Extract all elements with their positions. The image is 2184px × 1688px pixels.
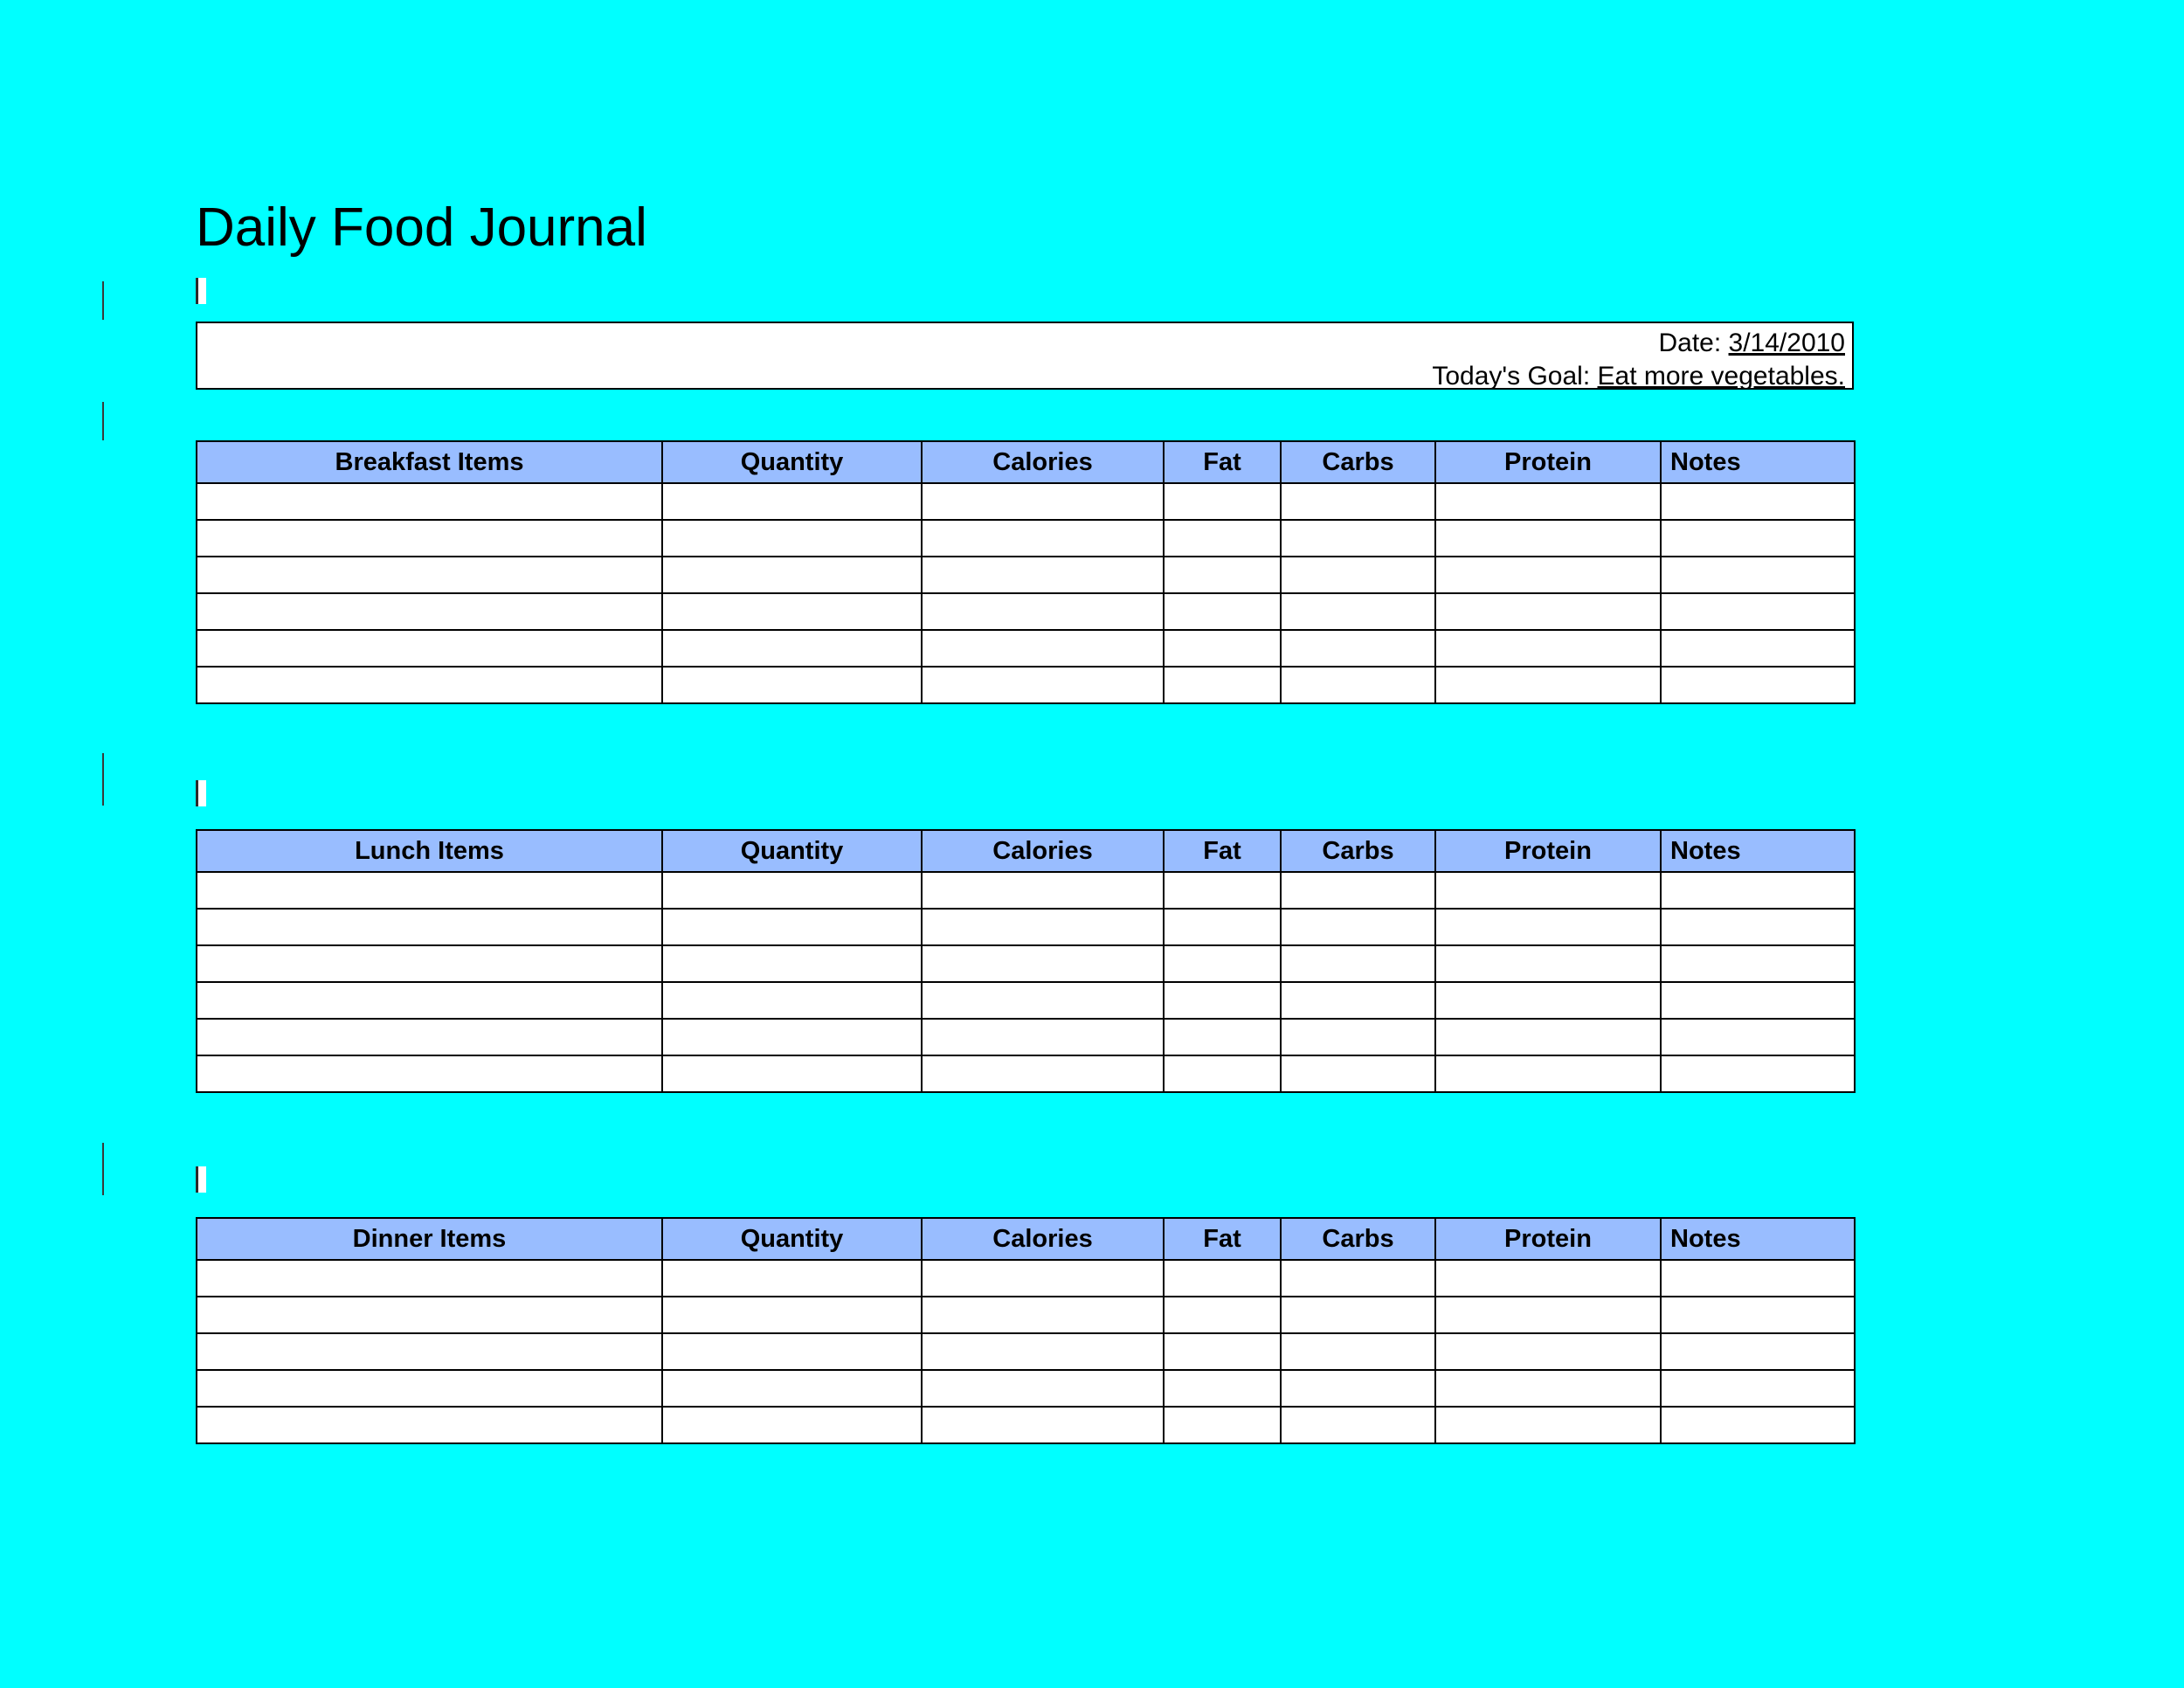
cell-notes[interactable] xyxy=(1661,1260,1855,1297)
goal-line xyxy=(1432,362,1845,391)
cell-carbs[interactable] xyxy=(1281,1055,1435,1092)
column-header-protein: Protein xyxy=(1435,441,1661,483)
cell-fat[interactable] xyxy=(1164,1297,1281,1333)
cell-fat[interactable] xyxy=(1164,945,1281,982)
cell-notes[interactable] xyxy=(1661,630,1855,667)
cell-quantity[interactable] xyxy=(662,520,922,557)
cell-quantity[interactable] xyxy=(662,909,922,945)
cell-item[interactable] xyxy=(197,593,662,630)
cell-protein[interactable] xyxy=(1435,557,1661,593)
cell-notes[interactable] xyxy=(1661,1407,1855,1443)
cell-item[interactable] xyxy=(197,1407,662,1443)
column-header-quantity: Quantity xyxy=(662,830,922,872)
cell-quantity[interactable] xyxy=(662,593,922,630)
column-header-items: Breakfast Items xyxy=(197,441,662,483)
column-header-calories: Calories xyxy=(922,830,1164,872)
cell-carbs[interactable] xyxy=(1281,1407,1435,1443)
cell-carbs[interactable] xyxy=(1281,520,1435,557)
cell-fat[interactable] xyxy=(1164,630,1281,667)
caret-mark-dinner xyxy=(196,1166,206,1193)
cell-quantity[interactable] xyxy=(662,1297,922,1333)
cell-fat[interactable] xyxy=(1164,593,1281,630)
margin-tick-2 xyxy=(102,402,104,440)
breakfast-table xyxy=(196,440,1856,704)
cell-notes[interactable] xyxy=(1661,593,1855,630)
cell-notes[interactable] xyxy=(1661,483,1855,520)
cell-carbs[interactable] xyxy=(1281,909,1435,945)
cell-notes[interactable] xyxy=(1661,872,1855,909)
page-title: Daily Food Journal xyxy=(196,197,647,258)
cell-carbs[interactable] xyxy=(1281,1370,1435,1407)
cell-notes[interactable] xyxy=(1661,945,1855,982)
cell-notes[interactable] xyxy=(1661,909,1855,945)
cell-fat[interactable] xyxy=(1164,1370,1281,1407)
table-row xyxy=(197,593,1855,630)
cell-quantity[interactable] xyxy=(662,872,922,909)
cell-carbs[interactable] xyxy=(1281,630,1435,667)
column-header-items: Lunch Items xyxy=(197,830,662,872)
table-row xyxy=(197,1260,1855,1297)
column-header-items: Dinner Items xyxy=(197,1218,662,1260)
cell-fat[interactable] xyxy=(1164,557,1281,593)
cell-quantity[interactable] xyxy=(662,945,922,982)
column-header-protein: Protein xyxy=(1435,1218,1661,1260)
table-row xyxy=(197,1370,1855,1407)
cell-protein[interactable] xyxy=(1435,982,1661,1019)
cell-fat[interactable] xyxy=(1164,667,1281,703)
cell-calories[interactable] xyxy=(922,520,1164,557)
breakfast-table-body xyxy=(197,483,1855,703)
cell-quantity[interactable] xyxy=(662,1055,922,1092)
cell-protein[interactable] xyxy=(1435,483,1661,520)
cell-fat[interactable] xyxy=(1164,1055,1281,1092)
cell-item[interactable] xyxy=(197,909,662,945)
cell-carbs[interactable] xyxy=(1281,982,1435,1019)
cell-carbs[interactable] xyxy=(1281,945,1435,982)
cell-fat[interactable] xyxy=(1164,909,1281,945)
cell-calories[interactable] xyxy=(922,909,1164,945)
column-header-fat: Fat xyxy=(1164,441,1281,483)
column-header-fat: Fat xyxy=(1164,830,1281,872)
table-row xyxy=(197,1055,1855,1092)
cell-item[interactable] xyxy=(197,1260,662,1297)
table-header-row xyxy=(197,441,1855,483)
cell-notes[interactable] xyxy=(1661,1370,1855,1407)
table-row xyxy=(197,1407,1855,1443)
cell-calories[interactable] xyxy=(922,1055,1164,1092)
cell-carbs[interactable] xyxy=(1281,557,1435,593)
table-row xyxy=(197,520,1855,557)
cell-quantity[interactable] xyxy=(662,630,922,667)
lunch-table xyxy=(196,829,1856,1093)
cell-calories[interactable] xyxy=(922,593,1164,630)
goal-label: Today's Goal: xyxy=(1432,362,1591,391)
cell-calories[interactable] xyxy=(922,630,1164,667)
date-line xyxy=(1658,329,1845,358)
date-label: Date: xyxy=(1658,329,1722,357)
cell-fat[interactable] xyxy=(1164,872,1281,909)
table-row xyxy=(197,1019,1855,1055)
table-row xyxy=(197,557,1855,593)
date-value[interactable]: 3/14/2010 xyxy=(1728,329,1845,357)
cell-item[interactable] xyxy=(197,872,662,909)
cell-fat[interactable] xyxy=(1164,520,1281,557)
table-header-row xyxy=(197,830,1855,872)
cell-quantity[interactable] xyxy=(662,1333,922,1370)
table-row xyxy=(197,945,1855,982)
table-row xyxy=(197,1297,1855,1333)
cell-quantity[interactable] xyxy=(662,557,922,593)
cell-quantity[interactable] xyxy=(662,1407,922,1443)
cell-calories[interactable] xyxy=(922,982,1164,1019)
table-row xyxy=(197,872,1855,909)
caret-mark-header xyxy=(196,278,206,304)
cell-item[interactable] xyxy=(197,982,662,1019)
dinner-table-body xyxy=(197,1260,1855,1443)
column-header-calories: Calories xyxy=(922,441,1164,483)
cell-protein[interactable] xyxy=(1435,1407,1661,1443)
margin-tick-1 xyxy=(102,281,104,320)
margin-tick-4 xyxy=(102,1143,104,1195)
cell-item[interactable] xyxy=(197,520,662,557)
cell-item[interactable] xyxy=(197,667,662,703)
cell-protein[interactable] xyxy=(1435,1333,1661,1370)
table-row xyxy=(197,483,1855,520)
cell-notes[interactable] xyxy=(1661,557,1855,593)
cell-item[interactable] xyxy=(197,630,662,667)
cell-carbs[interactable] xyxy=(1281,667,1435,703)
cell-protein[interactable] xyxy=(1435,1260,1661,1297)
cell-fat[interactable] xyxy=(1164,483,1281,520)
cell-calories[interactable] xyxy=(922,1260,1164,1297)
cell-calories[interactable] xyxy=(922,483,1164,520)
cell-item[interactable] xyxy=(197,1055,662,1092)
cell-item[interactable] xyxy=(197,557,662,593)
table-row xyxy=(197,630,1855,667)
cell-quantity[interactable] xyxy=(662,483,922,520)
cell-calories[interactable] xyxy=(922,872,1164,909)
goal-value[interactable]: Eat more vegetables. xyxy=(1597,362,1845,391)
cell-notes[interactable] xyxy=(1661,982,1855,1019)
cell-protein[interactable] xyxy=(1435,1370,1661,1407)
cell-calories[interactable] xyxy=(922,557,1164,593)
cell-carbs[interactable] xyxy=(1281,1260,1435,1297)
column-header-quantity: Quantity xyxy=(662,1218,922,1260)
cell-fat[interactable] xyxy=(1164,1260,1281,1297)
column-header-protein: Protein xyxy=(1435,830,1661,872)
column-header-notes: Notes xyxy=(1661,441,1855,483)
cell-protein[interactable] xyxy=(1435,1055,1661,1092)
cell-fat[interactable] xyxy=(1164,1333,1281,1370)
column-header-fat: Fat xyxy=(1164,1218,1281,1260)
cell-carbs[interactable] xyxy=(1281,483,1435,520)
cell-protein[interactable] xyxy=(1435,945,1661,982)
cell-protein[interactable] xyxy=(1435,909,1661,945)
cell-notes[interactable] xyxy=(1661,1333,1855,1370)
cell-item[interactable] xyxy=(197,483,662,520)
margin-tick-3 xyxy=(102,753,104,806)
cell-calories[interactable] xyxy=(922,667,1164,703)
table-header-row xyxy=(197,1218,1855,1260)
cell-quantity[interactable] xyxy=(662,1260,922,1297)
cell-notes[interactable] xyxy=(1661,520,1855,557)
table-row xyxy=(197,982,1855,1019)
column-header-quantity: Quantity xyxy=(662,441,922,483)
cell-calories[interactable] xyxy=(922,1407,1164,1443)
column-header-notes: Notes xyxy=(1661,1218,1855,1260)
date-goal-box xyxy=(196,322,1854,390)
cell-notes[interactable] xyxy=(1661,1055,1855,1092)
dinner-table xyxy=(196,1217,1856,1444)
lunch-table-body xyxy=(197,872,1855,1092)
table-row xyxy=(197,1333,1855,1370)
table-row xyxy=(197,667,1855,703)
cell-protein[interactable] xyxy=(1435,520,1661,557)
cell-fat[interactable] xyxy=(1164,1019,1281,1055)
cell-quantity[interactable] xyxy=(662,982,922,1019)
cell-calories[interactable] xyxy=(922,945,1164,982)
column-header-carbs: Carbs xyxy=(1281,830,1435,872)
cell-protein[interactable] xyxy=(1435,630,1661,667)
cell-item[interactable] xyxy=(197,1019,662,1055)
cell-carbs[interactable] xyxy=(1281,1333,1435,1370)
cell-fat[interactable] xyxy=(1164,1407,1281,1443)
cell-notes[interactable] xyxy=(1661,667,1855,703)
cell-calories[interactable] xyxy=(922,1333,1164,1370)
cell-quantity[interactable] xyxy=(662,1019,922,1055)
column-header-calories: Calories xyxy=(922,1218,1164,1260)
cell-calories[interactable] xyxy=(922,1370,1164,1407)
column-header-carbs: Carbs xyxy=(1281,441,1435,483)
cell-protein[interactable] xyxy=(1435,593,1661,630)
cell-item[interactable] xyxy=(197,1297,662,1333)
cell-item[interactable] xyxy=(197,1370,662,1407)
cell-item[interactable] xyxy=(197,1333,662,1370)
cell-quantity[interactable] xyxy=(662,667,922,703)
column-header-carbs: Carbs xyxy=(1281,1218,1435,1260)
column-header-notes: Notes xyxy=(1661,830,1855,872)
cell-protein[interactable] xyxy=(1435,872,1661,909)
cell-quantity[interactable] xyxy=(662,1370,922,1407)
cell-carbs[interactable] xyxy=(1281,872,1435,909)
cell-notes[interactable] xyxy=(1661,1297,1855,1333)
cell-protein[interactable] xyxy=(1435,1297,1661,1333)
cell-carbs[interactable] xyxy=(1281,593,1435,630)
cell-protein[interactable] xyxy=(1435,1019,1661,1055)
cell-carbs[interactable] xyxy=(1281,1019,1435,1055)
cell-protein[interactable] xyxy=(1435,667,1661,703)
cell-carbs[interactable] xyxy=(1281,1297,1435,1333)
cell-calories[interactable] xyxy=(922,1019,1164,1055)
cell-notes[interactable] xyxy=(1661,1019,1855,1055)
cell-item[interactable] xyxy=(197,945,662,982)
cell-calories[interactable] xyxy=(922,1297,1164,1333)
cell-fat[interactable] xyxy=(1164,982,1281,1019)
caret-mark-lunch xyxy=(196,780,206,806)
table-row xyxy=(197,909,1855,945)
